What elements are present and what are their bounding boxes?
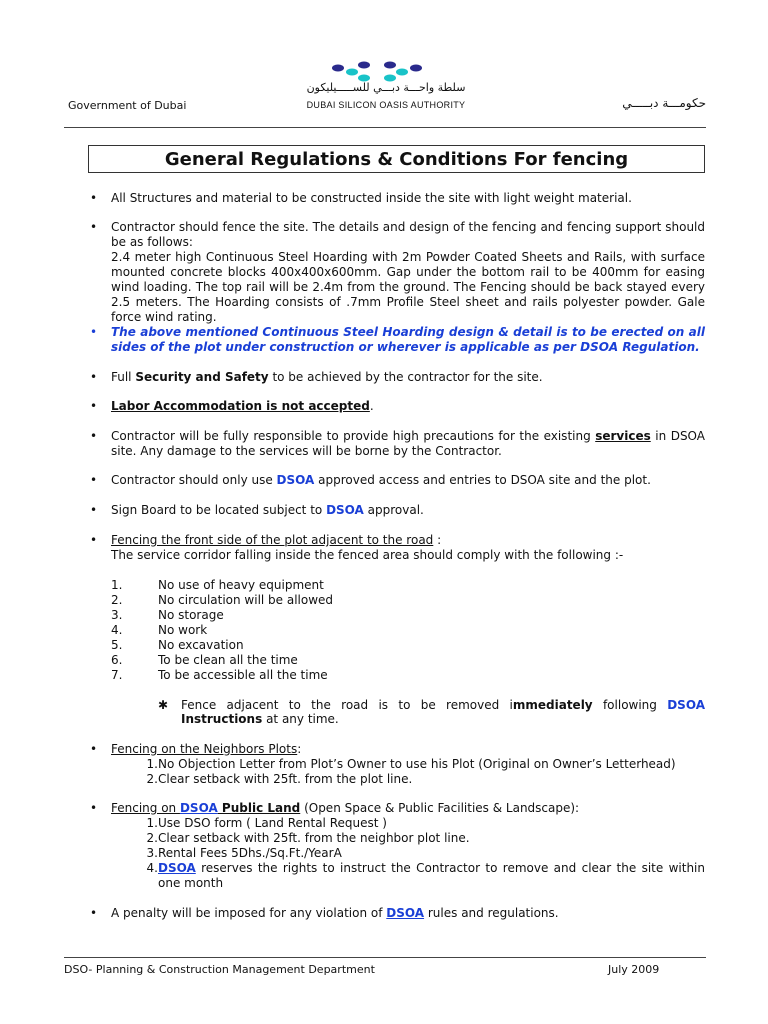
dsoa-highlight: DSOA [667, 698, 705, 712]
text: reserves the rights to instruct the Contractor to remove and clear the site within one month [158, 861, 705, 890]
footer-department: DSO- Planning & Construction Management Department [64, 963, 375, 976]
list-item: To be accessible all the time [158, 668, 328, 682]
paragraph-hoarding-design: The above mentioned Continuous Steel Hoarding design & detail is to be erected on all sides of the plot under construction or wherever is applicable as per DSOA Regulation. [111, 325, 705, 354]
bullet-icon: • [90, 906, 98, 920]
asterisk-icon: ✱ [158, 698, 169, 712]
list-number: 1. [146, 757, 158, 771]
paragraph-sign-board [111, 503, 705, 518]
section-heading: Fencing on [111, 801, 180, 815]
service-corridor-line: The service corridor falling inside the fenced area should comply with the following :- [111, 548, 624, 562]
list-number: 3. [111, 608, 123, 622]
list-item: No circulation will be allowed [158, 593, 334, 607]
text: at any time. [262, 712, 339, 726]
paragraph-access [111, 473, 705, 488]
text-bold-underline: Public Land [217, 801, 301, 815]
bullet-icon: • [90, 325, 98, 339]
text: approved access and entries to DSOA site and the plot. [314, 473, 651, 487]
text: approval. [363, 503, 424, 517]
list-number: 1. [146, 816, 158, 830]
list-item: No excavation [158, 638, 244, 652]
list-number: 5. [111, 638, 123, 652]
footer-divider [64, 957, 706, 958]
text: Full [111, 370, 136, 384]
list-item: No use of heavy equipment [158, 578, 324, 592]
header-divider [64, 127, 706, 128]
bullet-icon: • [90, 742, 98, 756]
bullet-icon: • [90, 429, 98, 443]
paragraph-neighbors [111, 742, 705, 757]
paragraph-labor [111, 399, 705, 414]
list-item: Use DSO form ( Land Rental Request ) [158, 816, 387, 830]
list-item [158, 861, 705, 891]
text: to be achieved by the contractor for the site. [268, 370, 543, 384]
paragraph-security [111, 370, 705, 385]
text: Sign Board to be located subject to [111, 503, 327, 517]
dsoa-highlight: DSOA [386, 906, 425, 920]
paragraph-light-weight: All Structures and material to be constructed inside the site with light weight material. [111, 191, 632, 205]
text: : [297, 742, 302, 756]
list-number: 7. [111, 668, 123, 682]
list-item: No Objection Letter from Plot’s Owner to use his Plot (Original on Owner’s Letterhead) [158, 757, 676, 771]
dsoa-highlight: DSOA [326, 503, 364, 517]
list-number: 1. [111, 578, 123, 592]
list-number: 2. [146, 831, 158, 845]
text: following [592, 698, 668, 712]
text-bold-underline: Labor Accommodation is not accepted [111, 399, 370, 413]
paragraph-services [111, 429, 705, 459]
paragraph-penalty [111, 906, 705, 921]
bullet-icon: • [90, 191, 98, 205]
list-item: No work [158, 623, 208, 637]
text: rules and regulations. [424, 906, 559, 920]
dsoa-highlight: DSOA [179, 801, 218, 815]
government-of-dubai-arabic-label: حكومـــة دبـــــي [622, 96, 706, 110]
list-number: 4. [111, 623, 123, 637]
text-bold: Security and Safety [135, 370, 269, 384]
dsoa-highlight: DSOA [158, 861, 196, 875]
section-heading: Fencing on the Neighbors Plots [111, 742, 298, 756]
fence-removal-line2 [181, 712, 339, 727]
text: Contractor should only use [111, 473, 277, 487]
paragraph-front-side [111, 533, 705, 563]
footer-date: July 2009 [608, 963, 660, 976]
text-bold: Instructions [181, 712, 263, 726]
text: A penalty will be imposed for any violation of [111, 906, 387, 920]
government-of-dubai-label: Government of Dubai [68, 99, 187, 112]
bullet-icon: • [90, 473, 98, 487]
list-item: Clear setback with 25ft. from the neighbor plot line. [158, 831, 470, 845]
list-number: 2. [111, 593, 123, 607]
list-number: 2. [146, 772, 158, 786]
text: Contractor will be fully responsible to provide high precautions for the existing [111, 429, 596, 443]
list-item: No storage [158, 608, 224, 622]
bullet-icon: • [90, 399, 98, 413]
bullet-icon: • [90, 220, 98, 234]
fence-intro: Contractor should fence the site. The details and design of the fencing and fencing support should be as follows: [111, 220, 705, 249]
dsoa-arabic-name: سلطة واحـــة دبـــي للســـــيليكون [306, 81, 466, 94]
text: Fence adjacent to the road is to be removed i [181, 698, 513, 712]
bullet-icon: • [90, 801, 98, 815]
page-title: General Regulations & Conditions For fencing [88, 145, 705, 173]
text: (Open Space & Public Facilities & Landscape): [300, 801, 580, 815]
paragraph-fence-site [111, 220, 705, 325]
fence-removal-line1 [181, 698, 705, 713]
list-number: 4. [146, 861, 158, 875]
bullet-icon: • [90, 533, 98, 547]
list-item: Rental Fees 5Dhs./Sq.Ft./YearA [158, 846, 342, 860]
text: in DSOA site. Any damage to the services will be borne by the Contractor. [111, 429, 705, 458]
text-bold-underline: services [595, 429, 651, 443]
text: . [369, 399, 374, 413]
list-number: 6. [111, 653, 123, 667]
dsoa-highlight: DSOA [276, 473, 315, 487]
list-item: To be clean all the time [158, 653, 298, 667]
list-item: Clear setback with 25ft. from the plot line. [158, 772, 413, 786]
text: : [433, 533, 442, 547]
section-heading: Fencing the front side of the plot adjacent to the road [111, 533, 434, 547]
fence-details: 2.4 meter high Continuous Steel Hoarding with 2m Powder Coated Sheets and Rails, with surface mounted concrete blocks 400x400x600mm. Gap under the bottom rail to be 400mm for easing wind loading. The top rail will be 2.4m from the ground. The Fencing should be back stayed every 2.5 meters. The Hoarding consists of .7mm Profile Steel sheet and rails polyester powder. Gale force wind rating. [111, 250, 705, 324]
dsoa-english-name: DUBAI SILICON OASIS AUTHORITY [306, 100, 466, 110]
text-bold: mmediately [512, 698, 593, 712]
paragraph-public-land [111, 801, 705, 816]
list-number: 3. [146, 846, 158, 860]
bullet-icon: • [90, 503, 98, 517]
bullet-icon: • [90, 370, 98, 384]
